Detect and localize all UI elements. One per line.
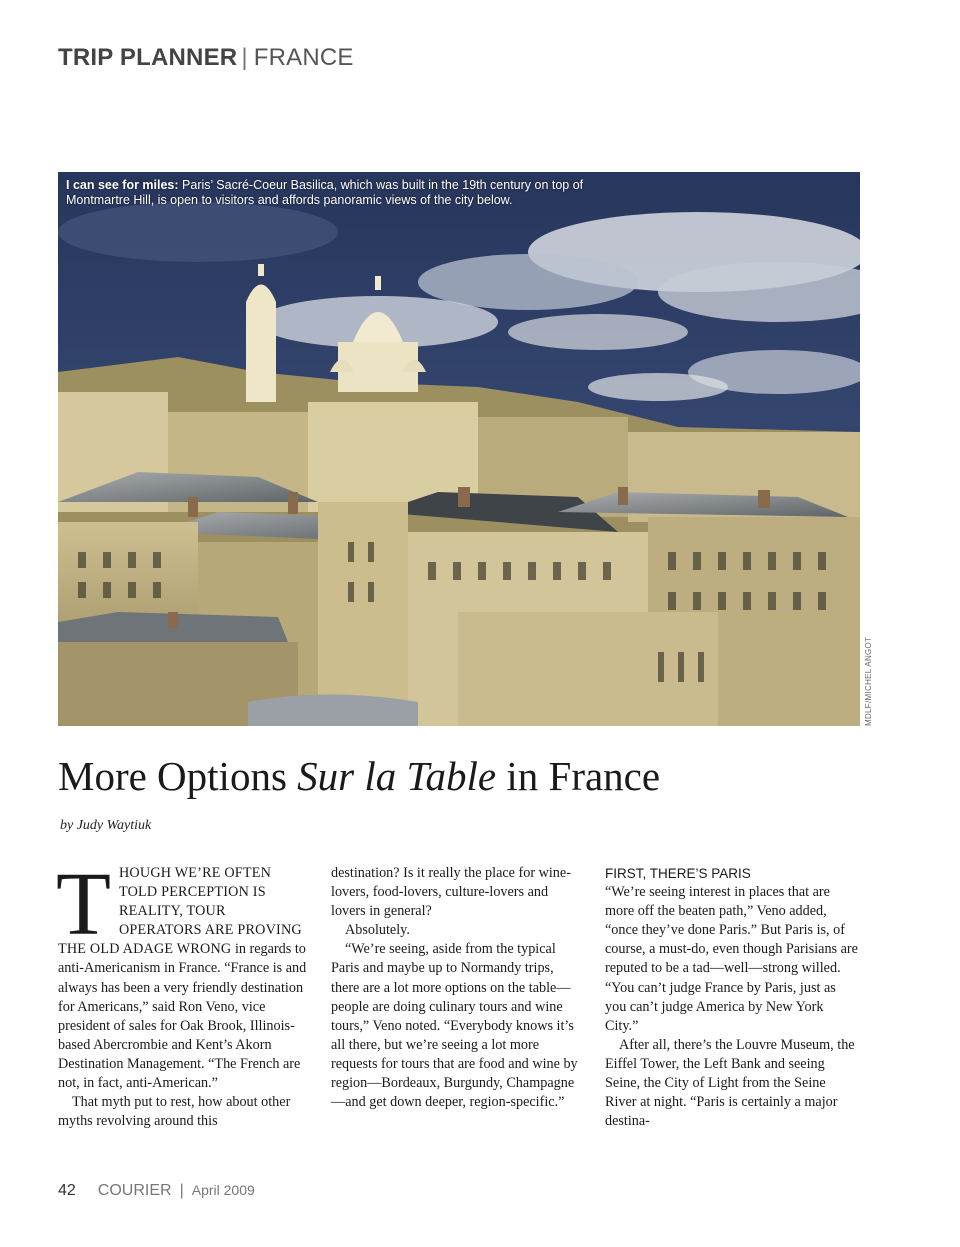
section-subtitle: FRANCE — [253, 44, 354, 71]
issue-date: April 2009 — [191, 1182, 255, 1198]
hero-photo — [58, 172, 860, 726]
byline: by Judy Waytiuk — [60, 818, 152, 833]
section-header — [58, 44, 354, 72]
photo-caption — [66, 178, 626, 208]
paragraph: After all, there’s the Louvre Museum, the Eiffel Tower, the Left Bank and seeing Seine, the City of Light from the Seine River at night. “Paris is certainly a major destina- — [605, 1036, 855, 1130]
paragraph: Absolutely. — [345, 922, 410, 939]
paragraph: “We’re seeing interest in places that are more off the beaten path,” Veno added, “once they’ve done Paris.” But Paris is, of course, a must-do, even though Parisians are reputed to be a tad—well—strong willed. “You can’t judge France by Paris, just as you can’t judge America by New York City.” — [605, 884, 858, 1034]
sacre-coeur-skyline-illustration — [58, 172, 860, 726]
publication-name: COURIER — [97, 1182, 172, 1199]
lead-paragraph-text: in regards to anti-Americanism in France. “France is and always has been a very friendly destination for Americans,” said Ron Veno, vice president of sales for Oak Brook, Illinois-based Abercrombie and Kent’s Akorn Destination Management. “The French are not, in fact, anti-American.” — [58, 941, 307, 1092]
lead-paragraph — [56, 855, 312, 1093]
section-title: TRIP PLANNER — [58, 44, 238, 71]
caption-text: Paris’ Sacré-Coeur Basilica, which was built in the 19th century on top of Montmartre Hill, is open to visitors and affords panoramic views of the city below. — [66, 178, 584, 207]
paragraph: That myth put to rest, how about other myths revolving around this — [58, 1094, 291, 1130]
section-separator: | — [241, 44, 248, 71]
caption-lead: I can see for miles: — [66, 178, 179, 192]
article-column-2 — [331, 864, 585, 1112]
headline-italic: Sur la Table — [297, 753, 497, 799]
article-column-3 — [605, 864, 859, 1131]
page-number: 42 — [58, 1182, 76, 1199]
paragraph: “We’re seeing, aside from the typical Paris and maybe up to Normandy trips, there are a lot more options on the table—people are doing culinary tours and wine tours,” Veno noted. “Everybody knows it’s all there, but we’re seeing a lot more requests for tours that are food and wine by region—Bordeaux, Burgundy, Champagne—and get down deeper, region-specific.” — [331, 941, 578, 1111]
section-subhead: FIRST, THERE’S PARIS — [605, 866, 751, 881]
paragraph: destination? Is it really the place for wine-lovers, food-lovers, culture-lovers and lovers in general? — [331, 865, 571, 920]
headline-start: More Options — [58, 753, 298, 799]
lead-caps-text: HOUGH WE’RE OFTEN TOLD PERCEPTION IS REALITY, TOUR OPERATORS ARE PROVING THE OLD ADAGE WRONG — [58, 865, 302, 958]
article-column-1 — [56, 855, 312, 1131]
headline-end: in France — [496, 753, 661, 799]
photo-credit: MDLF/MICHEL ANGOT — [864, 636, 873, 726]
footer-separator: | — [179, 1182, 184, 1199]
page-footer — [58, 1182, 255, 1200]
drop-cap: T — [56, 855, 111, 954]
article-headline — [58, 752, 660, 800]
